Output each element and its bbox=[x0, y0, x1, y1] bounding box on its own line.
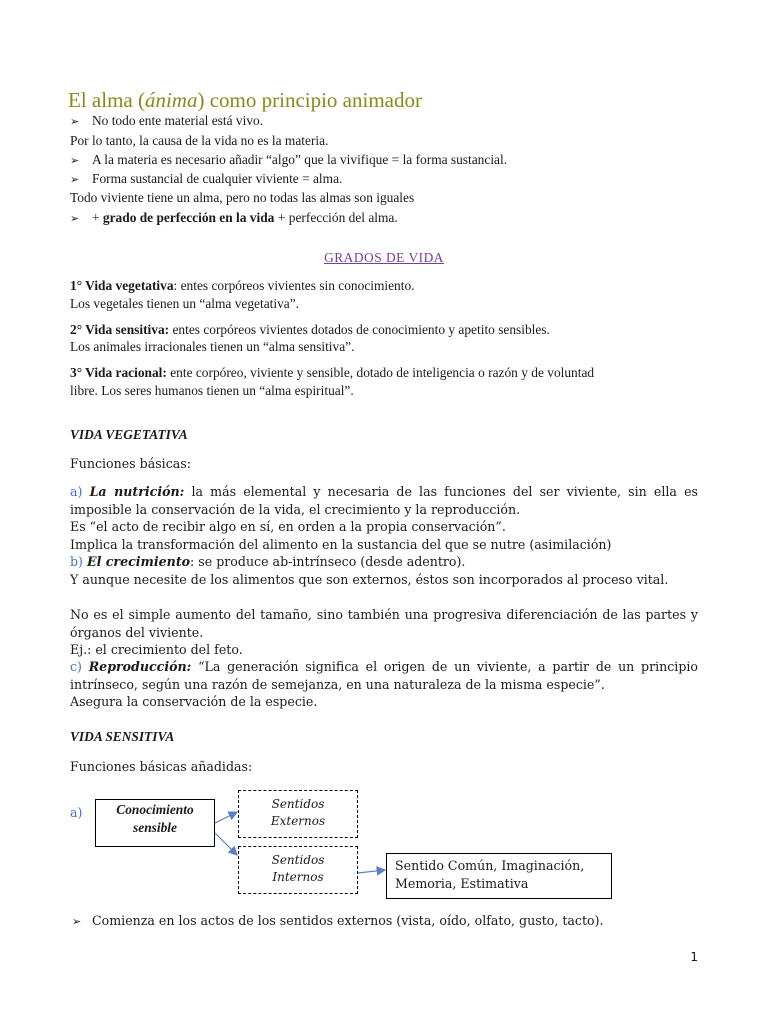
nutricion-line: Es “el acto de recibir algo en sí, en orden a la propia conservación”. bbox=[70, 519, 506, 534]
crecimiento-line: Y aunque necesite de los alimentos que son externos, éstos son incorporados al proceso vital. bbox=[70, 572, 669, 587]
crecimiento-line: Ej.: el crecimiento del feto. bbox=[70, 642, 243, 657]
grado-3-line2: libre. Los seres humanos tienen un “alma espiritual”. bbox=[70, 383, 354, 398]
sentidos-externos-box: Sentidos Externos bbox=[238, 790, 358, 838]
arrow-bullet-icon: ➢ bbox=[70, 173, 80, 186]
list-item: ➢ + grado de perfección en la vida + perfección del alma. bbox=[70, 209, 398, 228]
page-number: 1 bbox=[690, 950, 698, 964]
arrow-to-internos bbox=[215, 833, 237, 855]
funciones-label: Funciones básicas: bbox=[70, 456, 191, 471]
list-item: ➢ Forma sustancial de cualquier viviente = alma. bbox=[70, 170, 342, 189]
list-item: ➢ Comienza en los actos de los sentidos externos (vista, oído, olfato, gusto, tacto). bbox=[72, 912, 700, 931]
arrow-bullet-icon: ➢ bbox=[70, 154, 80, 167]
list-item: ➢ A la materia es necesario añadir “algo” que la vivifique = la forma sustancial. bbox=[70, 151, 507, 170]
intro-text: Todo viviente tiene un alma, pero no todas las almas son iguales bbox=[70, 190, 415, 205]
list-item: ➢ No todo ente material está vivo. bbox=[70, 112, 263, 131]
grado-1-line2: Los vegetales tienen un “alma vegetativa”. bbox=[70, 296, 300, 311]
arrow-bullet-icon: ➢ bbox=[70, 212, 80, 225]
sentidos-internos-box: Sentidos Internos bbox=[238, 846, 358, 894]
diagram-label: a) bbox=[70, 805, 83, 820]
section-heading-vegetativa: VIDA VEGETATIVA bbox=[70, 427, 188, 442]
grados-heading: GRADOS DE VIDA bbox=[324, 250, 444, 265]
arrow-to-detail bbox=[358, 870, 385, 873]
reproduccion-paragraph: c) Reproducción: “La generación significa el origen de un viviente, a partir de un principio intrínseco, según una razón de semejanza, en una naturaleza de la misma especie”. bbox=[70, 659, 699, 692]
conocimiento-sensible-box: Conocimiento sensible bbox=[95, 799, 215, 847]
grado-3: 3° Vida racional: ente corpóreo, viviente y sensible, dotado de inteligencia o razón y de voluntad bbox=[70, 365, 595, 380]
grado-2-line2: Los animales irracionales tienen un “alma sensitiva”. bbox=[70, 339, 355, 354]
funciones-label: Funciones básicas añadidas: bbox=[70, 759, 253, 774]
grado-2: 2° Vida sensitiva: entes corpóreos vivientes dotados de conocimiento y apetito sensibles. bbox=[70, 322, 550, 337]
nutricion-line: Implica la transformación del alimento en la sustancia del que se nutre (asimilación) bbox=[70, 537, 612, 552]
reproduccion-line: Asegura la conservación de la especie. bbox=[70, 694, 318, 709]
section-heading-sensitiva: VIDA SENSITIVA bbox=[70, 729, 175, 744]
intro-text: Por lo tanto, la causa de la vida no es la materia. bbox=[70, 133, 329, 148]
page-title: El alma (ánima) como principio animador bbox=[68, 88, 422, 112]
crecimiento-paragraph: b) El crecimiento: se produce ab-intrínseco (desde adentro). bbox=[70, 554, 466, 569]
nutricion-paragraph: a) La nutrición: la más elemental y necesaria de las funciones del ser viviente, sin ella es imposible la conservación de la vida, el crecimiento y la reproducción. bbox=[70, 484, 698, 517]
arrow-bullet-icon: ➢ bbox=[70, 115, 80, 128]
sentidos-internos-detail-box: Sentido Común, Imaginación, Memoria, Estimativa bbox=[386, 853, 612, 899]
arrow-bullet-icon: ➢ bbox=[72, 915, 82, 928]
arrow-to-externos bbox=[215, 812, 237, 823]
crecimiento-line: No es el simple aumento del tamaño, sino también una progresiva diferenciación de las partes y órganos del viviente. bbox=[70, 607, 698, 640]
grado-1: 1° Vida vegetativa: entes corpóreos vivientes sin conocimiento. bbox=[70, 278, 415, 293]
